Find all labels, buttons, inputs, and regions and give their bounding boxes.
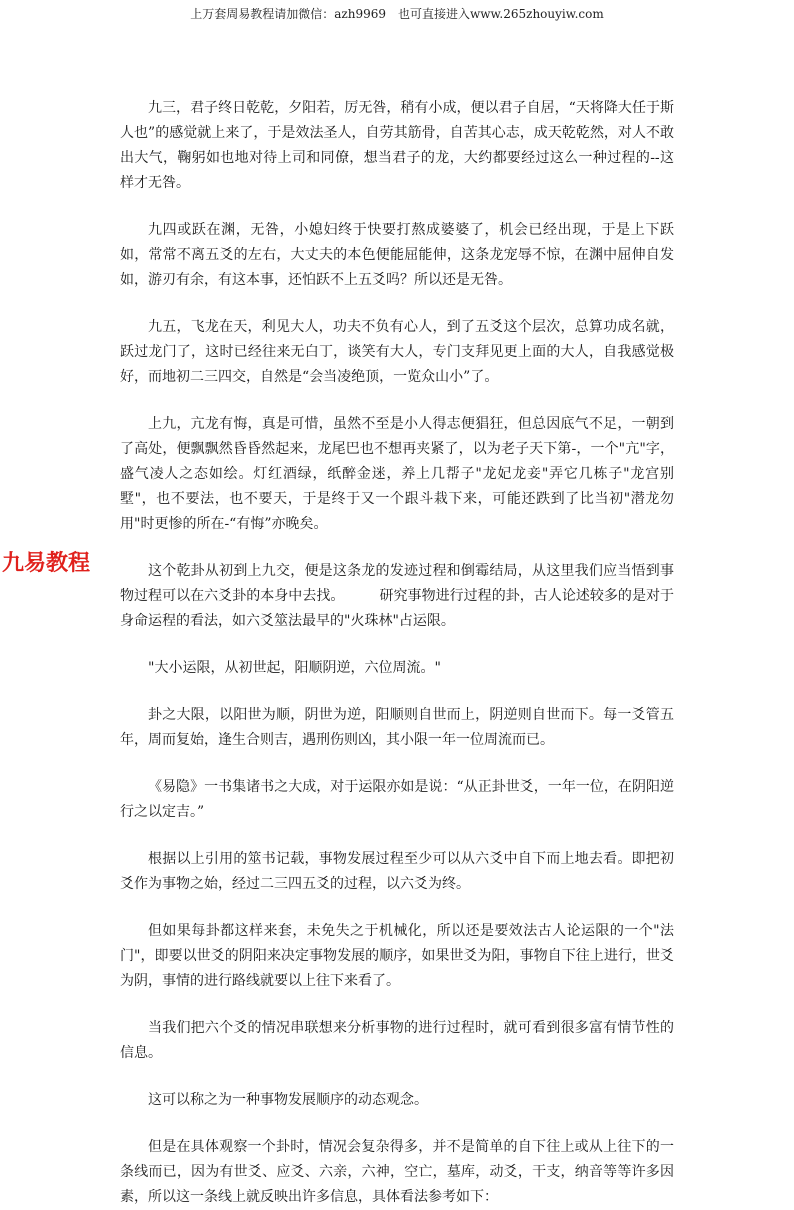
paragraph: 九五，飞龙在天，利见大人，功夫不负有心人，到了五爻这个层次，总算功成名就，跃过龙门了，这时已经往来无白丁，谈笑有大人，专门支拜见更上面的大人，自我感觉极好，而地初二三四交，自然是“会当凌绝顶，一览众山小”了。: [120, 319, 674, 385]
paragraph: 卦之大限，以阳世为顺，阴世为逆，阳顺则自世而上，阴逆则自世而下。每一爻管五年，周而复始，逢生合则吉，遇刑伤则凶，其小限一年一位周流而已。: [120, 707, 674, 748]
paragraph: 九三，君子终日乾乾，夕阳若，厉无咎，稍有小成，便以君子自居，“天将降大任于斯人也”的感觉就上来了，于是效法圣人，自劳其筋骨，自苦其心志，成天乾乾然，对人不敢出大气，鞠躬如也地对待上司和同僚，想当君子的龙，大约都要经过这么一种过程的--这样才无咎。: [120, 100, 674, 191]
document-body: [120, 96, 674, 1210]
paragraph: 《易隐》一书集诸书之大成，对于运限亦如是说：“从正卦世爻，一年一位，在阴阳逆行之以定吉。”: [120, 779, 674, 820]
paragraph: 根据以上引用的筮书记载，事物发展过程至少可以从六爻中自下而上地去看。即把初爻作为事物之始，经过二三四五爻的过程，以六爻为终。: [120, 851, 674, 892]
paragraph: 但是在具体观察一个卦时，情况会复杂得多，并不是简单的自下往上或从上往下的一条线而已，因为有世爻、应爻、六亲，六神，空亡，墓库，动爻，干支，纳音等等许多因素，所以这一条线上就反映出许多信息，具体看法参考如下：: [120, 1139, 674, 1205]
paragraph: "大小运限，从初世起，阳顺阴逆，六位周流。": [148, 660, 441, 676]
paragraph: 九四或跃在渊，无咎，小媳妇终于快要打熬成婆婆了，机会已经出现，于是上下跃如，常常不离五爻的左右，大丈夫的本色便能屈能伸，这条龙宠辱不惊，在渊中屈伸自发如，游刃有余，有这本事，还怕跃不上五爻吗？所以还是无咎。: [120, 222, 674, 288]
paragraph: 当我们把六个爻的情况串联想来分析事物的进行过程时，就可看到很多富有情节性的信息。: [120, 1020, 674, 1061]
watermark-logo: 九易教程: [2, 551, 91, 576]
paragraph: 上九，亢龙有悔，真是可惜，虽然不至是小人得志便猖狂，但总因底气不足，一朝到了高处，便飘飘然昏昏然起来，龙尾巴也不想再夹紧了，以为老子天下第-，一个"亢"字，盛气凌人之态如绘。灯红酒绿，纸醉金迷，养上几帮子"龙妃龙妾"弄它几栋子"龙宫别墅"，也不要法，也不要天，于是终于又一个跟斗栽下来，可能还跌到了比当初"潜龙勿用"时更惨的所在-“有悔”亦晚矣。: [120, 416, 674, 532]
paragraph: 这个乾卦从初到上九交，便是这条龙的发迹过程和倒霉结局，从这里我们应当悟到事物过程可以在六爻卦的本身中去找。 研究事物进行过程的卦，古人论述较多的是对于身命运程的看法，如六爻筮法最早的"火珠林"占运限。: [120, 563, 674, 629]
page-header: 上万套周易教程请加微信：azh9969 也可直接进入www.265zhouyiw.com: [190, 7, 604, 21]
paragraph: 但如果每卦都这样来套，未免失之于机械化，所以还是要效法古人论运限的一个"法门"，即要以世爻的阴阳来决定事物发展的顺序，如果世爻为阳，事物自下往上进行，世爻为阴，事情的进行路线就要以上往下来看了。: [120, 923, 674, 989]
paragraph: 这可以称之为一种事物发展顺序的动态观念。: [148, 1092, 428, 1108]
